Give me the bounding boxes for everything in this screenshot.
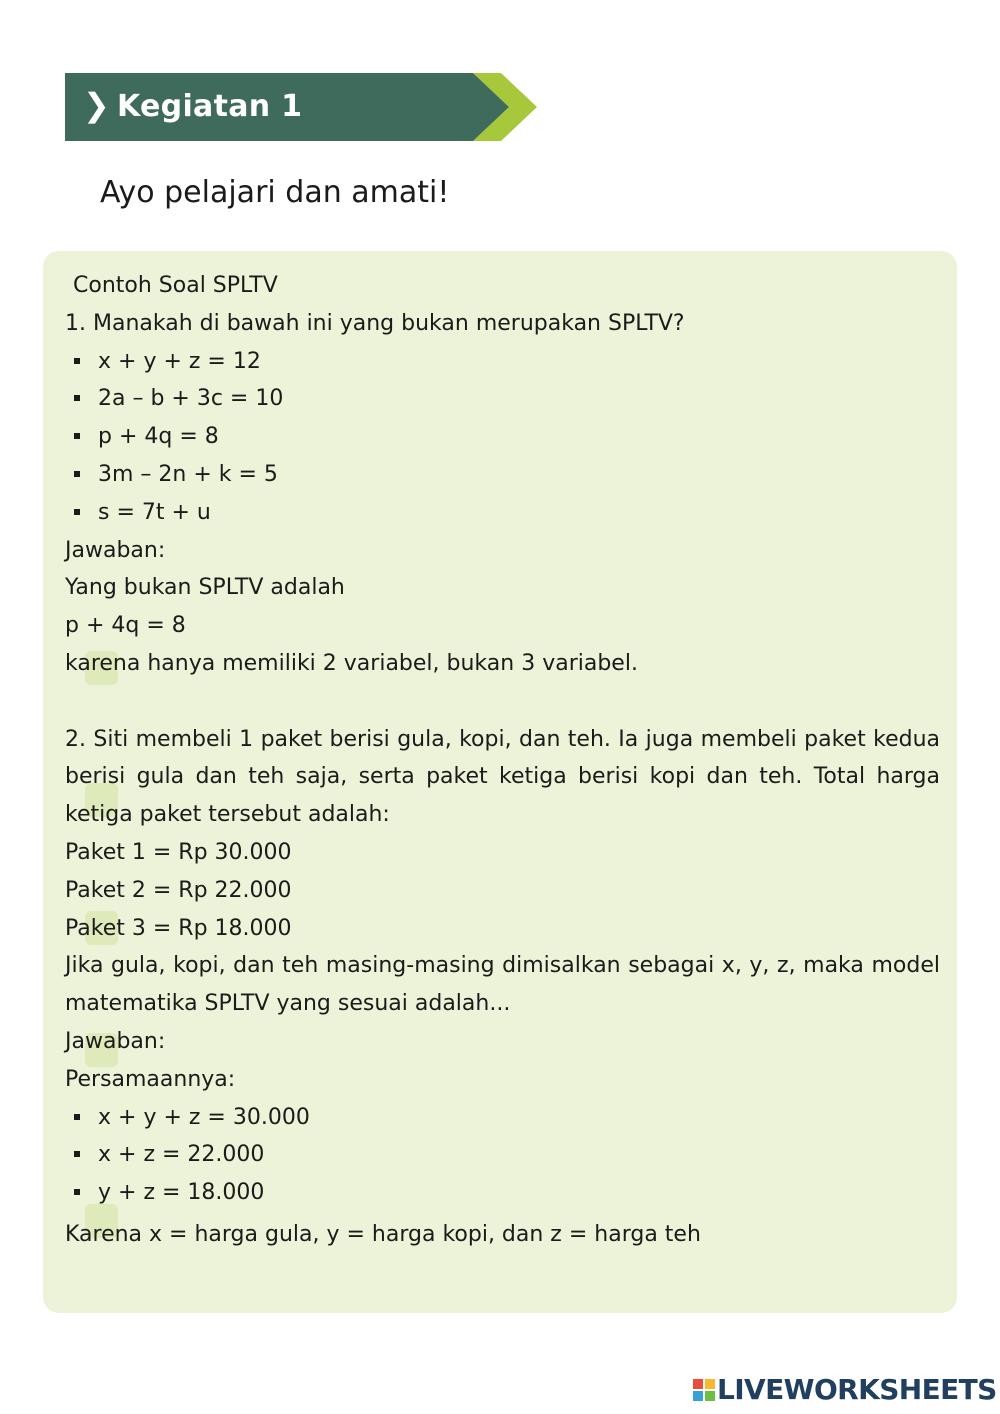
example-content: [65, 267, 940, 1254]
q1-question: 1. Manakah di bawah ini yang bukan merupakan SPLTV?: [65, 310, 685, 336]
list-item: x + y + z = 30.000: [65, 1099, 940, 1137]
list-item: 3m – 2n + k = 5: [65, 456, 940, 494]
q1-answer-line: karena hanya memiliki 2 variabel, bukan 3 variabel.: [65, 650, 638, 676]
q2-equations: [65, 1099, 940, 1212]
list-item: x + y + z = 12: [65, 343, 940, 381]
content-heading: Contoh Soal SPLTV: [73, 273, 278, 298]
q2-package: Paket 1 = Rp 30.000: [65, 839, 292, 865]
chevron-right-icon: ❯: [83, 86, 110, 124]
liveworksheets-logo-icon: [693, 1379, 715, 1401]
q1-answer-line: p + 4q = 8: [65, 613, 186, 639]
q1-answer-line: Yang bukan SPLTV adalah: [65, 575, 345, 601]
q2-package: Paket 3 = Rp 18.000: [65, 915, 292, 941]
brand-name: LIVEWORKSHEETS: [717, 1373, 997, 1406]
q2-answer-label: Jawaban:: [65, 1028, 166, 1054]
q1-answer-label: Jawaban:: [65, 537, 166, 563]
list-item: p + 4q = 8: [65, 418, 940, 456]
banner-title: Kegiatan 1: [117, 89, 303, 124]
q2-package: Paket 2 = Rp 22.000: [65, 877, 292, 903]
list-item: s = 7t + u: [65, 494, 940, 532]
q2-prompt: Jika gula, kopi, dan teh masing-masing dimisalkan sebagai x, y, z, maka model matematika SPLTV yang sesuai adalah...: [65, 953, 940, 1017]
list-item: x + z = 22.000: [65, 1136, 940, 1174]
page-subtitle: Ayo pelajari dan amati!: [100, 175, 450, 210]
q2-equations-label: Persamaannya:: [65, 1066, 236, 1092]
q1-options: [65, 343, 940, 532]
spacer: [65, 683, 940, 721]
q2-question: 2. Siti membeli 1 paket berisi gula, kopi, dan teh. Ia juga membeli paket kedua berisi gula dan teh saja, serta paket ketiga berisi kopi dan teh. Total harga ketiga paket tersebut adalah:: [65, 726, 940, 828]
list-item: y + z = 18.000: [65, 1174, 940, 1212]
list-item: 2a – b + 3c = 10: [65, 380, 940, 418]
activity-banner: [65, 73, 537, 141]
q2-conclusion: Karena x = harga gula, y = harga kopi, dan z = harga teh: [65, 1221, 701, 1247]
